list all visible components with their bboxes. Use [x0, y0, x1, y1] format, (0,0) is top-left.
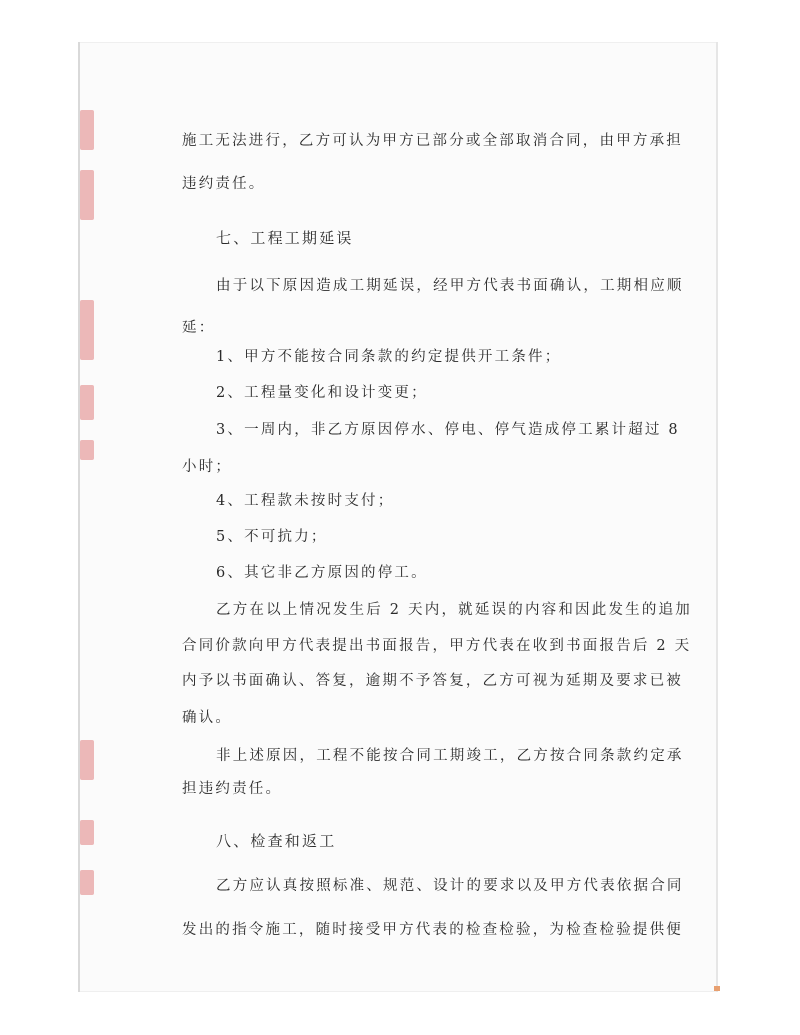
paragraph-line: 乙方应认真按照标准、规范、设计的要求以及甲方代表依据合同	[216, 878, 684, 894]
paragraph-line: 担违约责任。	[182, 781, 283, 797]
section-heading-7: 七、工程工期延误	[216, 229, 354, 247]
paragraph-line: 施工无法进行，乙方可认为甲方已部分或全部取消合同，由甲方承担	[182, 133, 683, 149]
paragraph-line: 确认。	[182, 710, 233, 726]
paragraph-line: 乙方在以上情况发生后 2 天内，就延误的内容和因此发生的追加	[216, 602, 692, 618]
paragraph-line: 合同价款向甲方代表提出书面报告，甲方代表在收到书面报告后 2 天	[182, 638, 692, 654]
list-item-2: 2、工程量变化和设计变更；	[216, 385, 428, 401]
list-item-3: 3、一周内，非乙方原因停水、停电、停气造成停工累计超过 8	[216, 422, 680, 438]
paragraph-line: 延：	[182, 320, 216, 336]
section-heading-8: 八、检查和返工	[216, 832, 337, 850]
scan-corner-mark	[714, 986, 720, 991]
paragraph-line: 由于以下原因造成工期延误，经甲方代表书面确认，工期相应顺	[216, 278, 684, 294]
list-item-4: 4、工程款未按时支付；	[216, 493, 395, 509]
paragraph-line: 发出的指令施工，随时接受甲方代表的检查检验，为检查检验提供便	[182, 922, 683, 938]
paragraph-line: 非上述原因，工程不能按合同工期竣工，乙方按合同条款约定承	[216, 748, 684, 764]
paragraph-line: 内予以书面确认、答复，逾期不予答复，乙方可视为延期及要求已被	[182, 673, 683, 689]
list-item-5: 5、不可抗力；	[216, 529, 328, 545]
paragraph-line: 违约责任。	[182, 176, 266, 192]
list-item-3-continuation: 小时；	[182, 459, 233, 475]
list-item-6: 6、其它非乙方原因的停工。	[216, 565, 428, 581]
list-item-1: 1、甲方不能按合同条款的约定提供开工条件；	[216, 349, 562, 365]
